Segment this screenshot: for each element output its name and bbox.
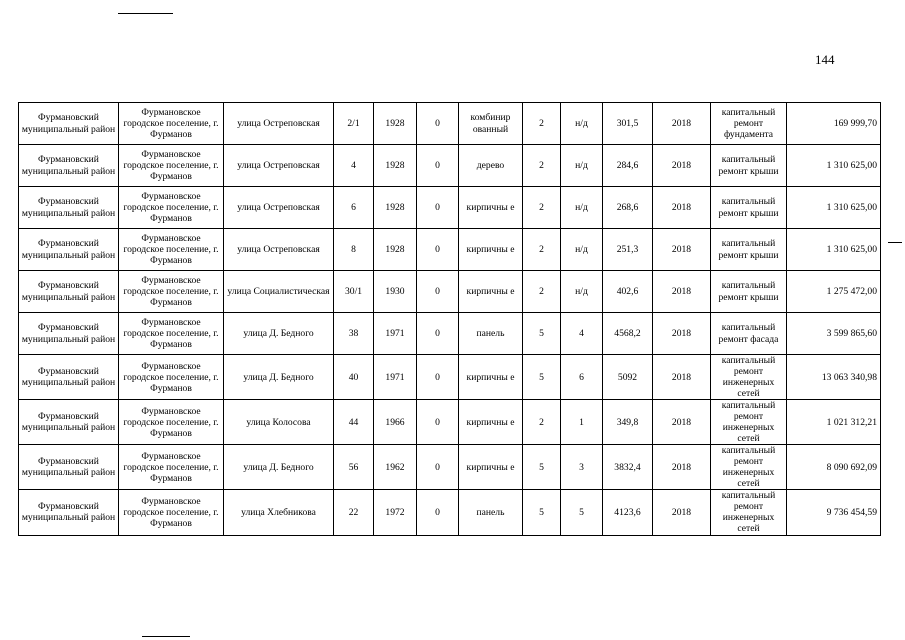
year-built-cell: 1971 xyxy=(374,313,417,355)
municipal-district-cell: Фурмановский муниципальный район xyxy=(19,445,119,490)
municipal-district-cell: Фурмановский муниципальный район xyxy=(19,490,119,535)
area-cell: 301,5 xyxy=(603,103,653,145)
wall-material-cell: кирпичны е xyxy=(459,229,523,271)
entrances-cell: н/д xyxy=(561,271,603,313)
settlement-cell: Фурмановское городское поселение, г. Фурманов xyxy=(119,145,224,187)
area-cell: 284,6 xyxy=(603,145,653,187)
wall-material-cell: кирпичны е xyxy=(459,271,523,313)
table-row xyxy=(19,229,881,271)
entrances-cell: н/д xyxy=(561,145,603,187)
municipal-district-cell: Фурмановский муниципальный район xyxy=(19,145,119,187)
cost-cell: 9 736 454,59 xyxy=(787,490,881,535)
year-built-cell: 1972 xyxy=(374,490,417,535)
wall-material-cell: панель xyxy=(459,490,523,535)
floors-cell: 2 xyxy=(523,103,561,145)
area-cell: 4123,6 xyxy=(603,490,653,535)
plan-year-cell: 2018 xyxy=(653,229,711,271)
settlement-cell: Фурмановское городское поселение, г. Фурманов xyxy=(119,229,224,271)
year-col-cell: 0 xyxy=(417,145,459,187)
work-type-cell: капитальный ремонт крыши xyxy=(711,145,787,187)
entrances-cell: 1 xyxy=(561,400,603,445)
wall-material-cell: кирпичны е xyxy=(459,355,523,400)
settlement-cell: Фурмановское городское поселение, г. Фурманов xyxy=(119,400,224,445)
year-col-cell: 0 xyxy=(417,229,459,271)
table-row xyxy=(19,145,881,187)
house-number-cell: 2/1 xyxy=(334,103,374,145)
area-cell: 349,8 xyxy=(603,400,653,445)
house-number-cell: 8 xyxy=(334,229,374,271)
table-row xyxy=(19,490,881,535)
street-cell: улица Остреповская xyxy=(224,145,334,187)
work-type-cell: капитальный ремонт крыши xyxy=(711,187,787,229)
wall-material-cell: дерево xyxy=(459,145,523,187)
cost-cell: 1 310 625,00 xyxy=(787,145,881,187)
work-type-cell: капитальный ремонт инженерных сетей xyxy=(711,355,787,400)
year-col-cell: 0 xyxy=(417,313,459,355)
year-col-cell: 0 xyxy=(417,271,459,313)
plan-year-cell: 2018 xyxy=(653,490,711,535)
year-col-cell: 0 xyxy=(417,355,459,400)
cost-cell: 13 063 340,98 xyxy=(787,355,881,400)
entrances-cell: 6 xyxy=(561,355,603,400)
settlement-cell: Фурмановское городское поселение, г. Фурманов xyxy=(119,490,224,535)
area-cell: 4568,2 xyxy=(603,313,653,355)
cost-cell: 1 310 625,00 xyxy=(787,187,881,229)
house-number-cell: 40 xyxy=(334,355,374,400)
year-col-cell: 0 xyxy=(417,490,459,535)
settlement-cell: Фурмановское городское поселение, г. Фурманов xyxy=(119,271,224,313)
entrances-cell: 5 xyxy=(561,490,603,535)
work-type-cell: капитальный ремонт фасада xyxy=(711,313,787,355)
plan-year-cell: 2018 xyxy=(653,355,711,400)
municipal-district-cell: Фурмановский муниципальный район xyxy=(19,313,119,355)
year-built-cell: 1928 xyxy=(374,229,417,271)
year-col-cell: 0 xyxy=(417,400,459,445)
area-cell: 5092 xyxy=(603,355,653,400)
page-number: 144 xyxy=(815,52,835,67)
house-number-cell: 6 xyxy=(334,187,374,229)
settlement-cell: Фурмановское городское поселение, г. Фурманов xyxy=(119,313,224,355)
year-built-cell: 1928 xyxy=(374,145,417,187)
house-number-cell: 56 xyxy=(334,445,374,490)
wall-material-cell: кирпичны е xyxy=(459,445,523,490)
plan-year-cell: 2018 xyxy=(653,145,711,187)
floors-cell: 5 xyxy=(523,355,561,400)
year-built-cell: 1928 xyxy=(374,103,417,145)
floors-cell: 2 xyxy=(523,145,561,187)
house-number-cell: 38 xyxy=(334,313,374,355)
area-cell: 268,6 xyxy=(603,187,653,229)
settlement-cell: Фурмановское городское поселение, г. Фурманов xyxy=(119,103,224,145)
table-row xyxy=(19,400,881,445)
scan-artifact-bottom-line xyxy=(142,636,190,637)
year-built-cell: 1928 xyxy=(374,187,417,229)
work-type-cell: капитальный ремонт инженерных сетей xyxy=(711,400,787,445)
cost-cell: 1 275 472,00 xyxy=(787,271,881,313)
cost-cell: 8 090 692,09 xyxy=(787,445,881,490)
cost-cell: 3 599 865,60 xyxy=(787,313,881,355)
street-cell: улица Д. Бедного xyxy=(224,355,334,400)
scan-artifact-top-line xyxy=(118,13,173,14)
area-cell: 402,6 xyxy=(603,271,653,313)
municipal-district-cell: Фурмановский муниципальный район xyxy=(19,355,119,400)
street-cell: улица Остреповская xyxy=(224,187,334,229)
year-built-cell: 1930 xyxy=(374,271,417,313)
street-cell: улица Колосова xyxy=(224,400,334,445)
plan-year-cell: 2018 xyxy=(653,313,711,355)
floors-cell: 5 xyxy=(523,313,561,355)
street-cell: улица Остреповская xyxy=(224,103,334,145)
area-cell: 251,3 xyxy=(603,229,653,271)
entrances-cell: 3 xyxy=(561,445,603,490)
street-cell: улица Д. Бедного xyxy=(224,313,334,355)
wall-material-cell: комбинир ованный xyxy=(459,103,523,145)
wall-material-cell: кирпичны е xyxy=(459,187,523,229)
table-row xyxy=(19,271,881,313)
work-type-cell: капитальный ремонт крыши xyxy=(711,229,787,271)
entrances-cell: н/д xyxy=(561,187,603,229)
entrances-cell: н/д xyxy=(561,103,603,145)
street-cell: улица Остреповская xyxy=(224,229,334,271)
house-number-cell: 44 xyxy=(334,400,374,445)
year-built-cell: 1962 xyxy=(374,445,417,490)
year-col-cell: 0 xyxy=(417,445,459,490)
table-row xyxy=(19,103,881,145)
cost-cell: 169 999,70 xyxy=(787,103,881,145)
plan-year-cell: 2018 xyxy=(653,187,711,229)
municipal-district-cell: Фурмановский муниципальный район xyxy=(19,103,119,145)
plan-year-cell: 2018 xyxy=(653,103,711,145)
work-type-cell: капитальный ремонт инженерных сетей xyxy=(711,490,787,535)
plan-year-cell: 2018 xyxy=(653,445,711,490)
work-type-cell: капитальный ремонт крыши xyxy=(711,271,787,313)
year-col-cell: 0 xyxy=(417,187,459,229)
wall-material-cell: кирпичны е xyxy=(459,400,523,445)
house-number-cell: 30/1 xyxy=(334,271,374,313)
settlement-cell: Фурмановское городское поселение, г. Фурманов xyxy=(119,445,224,490)
municipal-district-cell: Фурмановский муниципальный район xyxy=(19,187,119,229)
house-number-cell: 22 xyxy=(334,490,374,535)
work-type-cell: капитальный ремонт инженерных сетей xyxy=(711,445,787,490)
area-cell: 3832,4 xyxy=(603,445,653,490)
scan-artifact-right-mark xyxy=(888,242,902,243)
plan-year-cell: 2018 xyxy=(653,400,711,445)
house-number-cell: 4 xyxy=(334,145,374,187)
year-built-cell: 1966 xyxy=(374,400,417,445)
municipal-district-cell: Фурмановский муниципальный район xyxy=(19,271,119,313)
table-row xyxy=(19,355,881,400)
settlement-cell: Фурмановское городское поселение, г. Фурманов xyxy=(119,355,224,400)
floors-cell: 2 xyxy=(523,400,561,445)
floors-cell: 5 xyxy=(523,490,561,535)
floors-cell: 5 xyxy=(523,445,561,490)
repair-program-table xyxy=(18,102,881,536)
floors-cell: 2 xyxy=(523,271,561,313)
street-cell: улица Социалистическая xyxy=(224,271,334,313)
table-row xyxy=(19,313,881,355)
year-built-cell: 1971 xyxy=(374,355,417,400)
table-row xyxy=(19,187,881,229)
floors-cell: 2 xyxy=(523,187,561,229)
municipal-district-cell: Фурмановский муниципальный район xyxy=(19,229,119,271)
cost-cell: 1 021 312,21 xyxy=(787,400,881,445)
wall-material-cell: панель xyxy=(459,313,523,355)
floors-cell: 2 xyxy=(523,229,561,271)
year-col-cell: 0 xyxy=(417,103,459,145)
municipal-district-cell: Фурмановский муниципальный район xyxy=(19,400,119,445)
entrances-cell: н/д xyxy=(561,229,603,271)
cost-cell: 1 310 625,00 xyxy=(787,229,881,271)
street-cell: улица Д. Бедного xyxy=(224,445,334,490)
street-cell: улица Хлебникова xyxy=(224,490,334,535)
work-type-cell: капитальный ремонт фундамента xyxy=(711,103,787,145)
entrances-cell: 4 xyxy=(561,313,603,355)
table-row xyxy=(19,445,881,490)
plan-year-cell: 2018 xyxy=(653,271,711,313)
settlement-cell: Фурмановское городское поселение, г. Фурманов xyxy=(119,187,224,229)
